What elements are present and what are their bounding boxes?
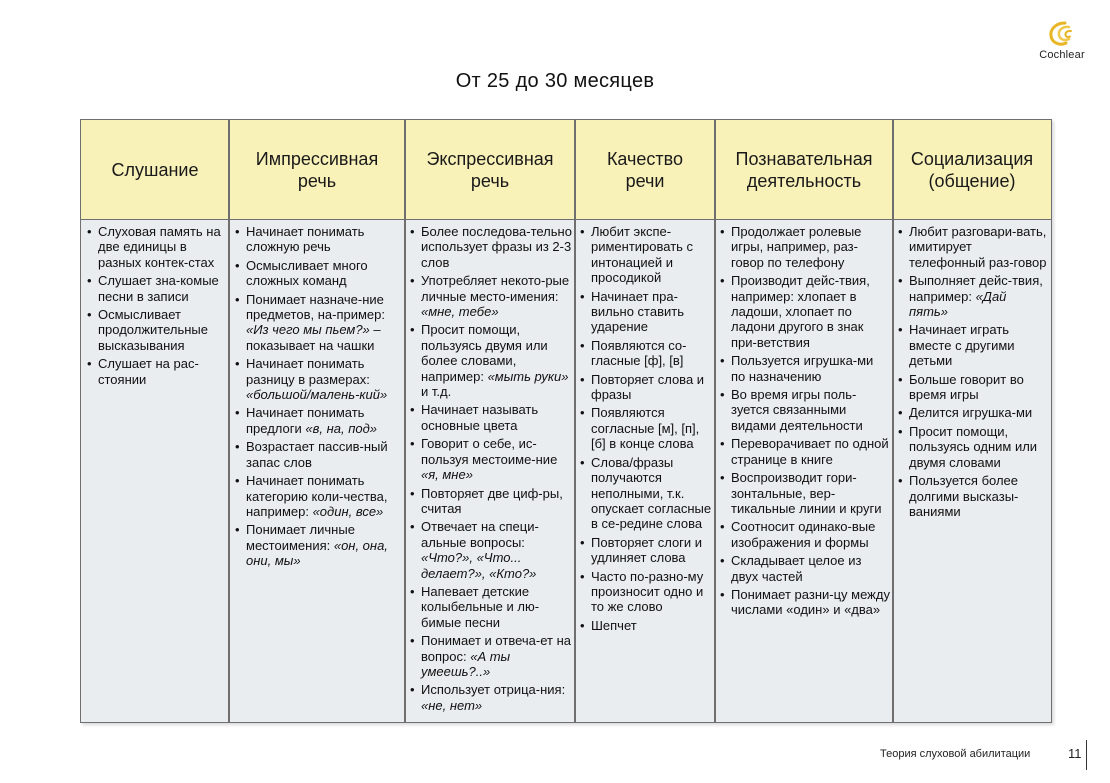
header-socialization: Социализация (общение) <box>910 148 1034 191</box>
list-item: • Продолжает ролевые игры, например, раз-говор по телефону <box>718 224 890 270</box>
list-item: • Более последова-тельно использует фразы из 2-3 слов <box>408 224 572 270</box>
list-item: • Осмысливает много сложных команд <box>233 258 403 289</box>
list-item: • Напевает детские колыбельные и лю-бимые песни <box>408 584 572 630</box>
column-divider <box>892 120 894 722</box>
list-item: • Понимает и отвеча-ет на вопрос: «А ты умеешь?..» <box>408 633 572 679</box>
list-item: • Понимает разни-цу между числами «один» и «два» <box>718 587 890 618</box>
list-item: • Начинает играть вместе с другими детьми <box>896 322 1048 368</box>
list-item: • Соотносит одинако-вые изображения и формы <box>718 519 890 550</box>
column-impressive-speech <box>233 224 403 572</box>
list-item: • Больше говорит во время игры <box>896 372 1048 403</box>
cochlear-swirl-logo-icon <box>1047 20 1077 48</box>
list-item: • Часто по-разно-му произносит одно и то же слово <box>578 569 712 615</box>
list-item: • Слова/фразы получаются неполными, т.к. опускает согласные в се-редине слова <box>578 455 712 532</box>
list-item: • Шепчет <box>578 618 712 633</box>
footer-divider <box>1086 740 1087 770</box>
column-expressive-speech <box>408 224 572 716</box>
list-item: • Любит разговари-вать, имитирует телефонный раз-говор <box>896 224 1048 270</box>
column-divider <box>404 120 406 722</box>
list-item: • Повторяет слоги и удлиняет слова <box>578 535 712 566</box>
list-item: • Появляются согласные [м], [п], [б] в конце слова <box>578 405 712 451</box>
list-item: • Использует отрица-ния: «не, нет» <box>408 682 572 713</box>
list-item: • Просит помощи, пользуясь двумя или более словами, например: «мыть руки» и т.д. <box>408 322 572 399</box>
list-item: • Слуховая память на две единицы в разных контек-стах <box>85 224 227 270</box>
list-item: • Выполняет дейс-твия, например: «Дай пять» <box>896 273 1048 319</box>
list-item: • Начинает понимать разницу в размерах: «большой/малень-кий» <box>233 356 403 402</box>
list-item: • Воспроизводит гори-зонтальные, вер-тикальные линии и круги <box>718 470 890 516</box>
list-item: • Осмысливает продолжительные высказывания <box>85 307 227 353</box>
list-item: • Слушает зна-комые песни в записи <box>85 273 227 304</box>
column-socialization <box>896 224 1048 522</box>
list-item: • Понимает личные местоимения: «он, она, они, мы» <box>233 522 403 568</box>
column-speech-quality <box>578 224 712 636</box>
list-item: • Любит экспе-риментировать с интонацией и просодикой <box>578 224 712 286</box>
list-item: • Возрастает пассив-ный запас слов <box>233 439 403 470</box>
column-listening <box>85 224 227 390</box>
list-item: • Понимает назначе-ние предметов, на-пример: «Из чего мы пьем?» – показывает на чашки <box>233 292 403 354</box>
list-item: • Пользуется более долгими высказы-ваниями <box>896 473 1048 519</box>
page-number: 11 <box>1068 746 1082 761</box>
list-item: • Просит помощи, пользуясь одним или двумя словами <box>896 424 1048 470</box>
page-title: От 25 до 30 месяцев <box>455 70 655 92</box>
footer-text: Теория слуховой абилитации <box>880 748 1031 760</box>
list-item: • Слушает на рас-стоянии <box>85 356 227 387</box>
list-item: • Повторяет слова и фразы <box>578 372 712 403</box>
list-item: • Пользуется игрушка-ми по назначению <box>718 353 890 384</box>
list-item: • Переворачивает по одной странице в книге <box>718 436 890 467</box>
list-item: • Во время игры поль-зуется связанными видами деятельности <box>718 387 890 433</box>
column-divider <box>714 120 716 722</box>
cochlear-logo <box>1030 20 1094 72</box>
header-speech-quality: Качество речи <box>606 148 684 191</box>
list-item: • Начинает называть основные цвета <box>408 402 572 433</box>
list-item: • Повторяет две циф-ры, считая <box>408 486 572 517</box>
column-divider <box>228 120 230 722</box>
list-item: • Употребляет некото-рые личные место-имения: «мне, тебе» <box>408 273 572 319</box>
list-item: • Появляются со-гласные [ф], [в] <box>578 338 712 369</box>
list-item: • Говорит о себе, ис-пользуя местоиме-ние «я, мне» <box>408 436 572 482</box>
column-divider <box>574 120 576 722</box>
header-expressive-speech: Экспрессивная речь <box>426 148 554 191</box>
list-item: • Делится игрушка-ми <box>896 405 1048 420</box>
header-cognitive-activity: Познавательная деятельность <box>735 148 873 191</box>
table-header-row <box>81 120 1051 220</box>
list-item: • Начинает понимать сложную речь <box>233 224 403 255</box>
header-impressive-speech: Импрессивная речь <box>255 148 379 191</box>
list-item: • Отвечает на специ-альные вопросы: «Что?», «Что... делает?», «Кто?» <box>408 519 572 581</box>
logo-text: Cochlear <box>1039 49 1085 61</box>
list-item: • Складывает целое из двух частей <box>718 553 890 584</box>
list-item: • Начинает понимать категорию коли-чества, например: «один, все» <box>233 473 403 519</box>
header-listening: Слушание <box>111 159 199 180</box>
list-item: • Начинает пра-вильно ставить ударение <box>578 289 712 335</box>
list-item: • Начинает понимать предлоги «в, на, под» <box>233 405 403 436</box>
column-cognitive-activity <box>718 224 890 621</box>
list-item: • Производит дейс-твия, например: хлопает в ладоши, хлопает по ладони другого в знак при-ветствия <box>718 273 890 350</box>
development-table <box>80 119 1052 723</box>
